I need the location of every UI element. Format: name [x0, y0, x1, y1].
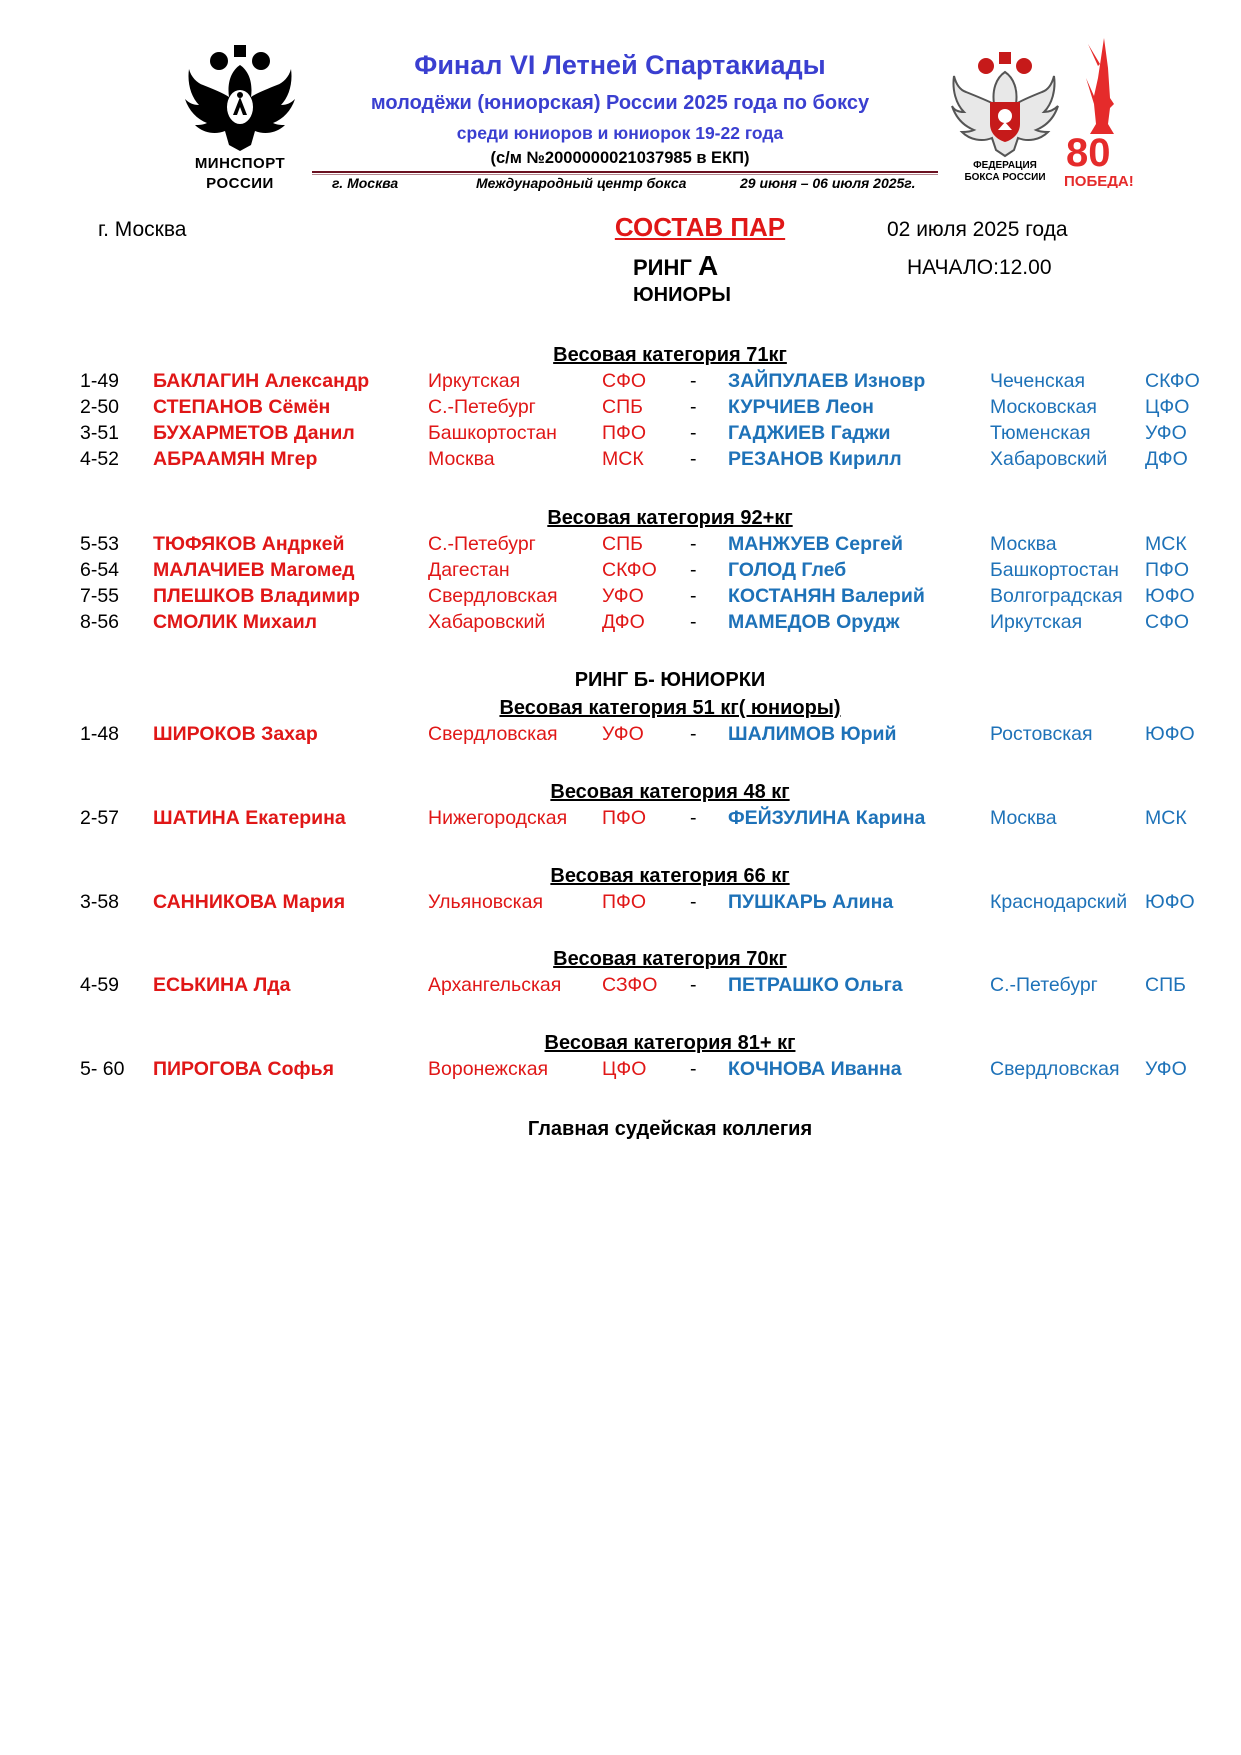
blue-corner-name: МАМЕДОВ Орудж — [728, 611, 900, 633]
red-corner-region: Хабаровский — [428, 611, 546, 633]
vs-dash: - — [690, 974, 697, 996]
bout-row — [0, 1058, 1241, 1084]
red-corner-name: СТЕПАНОВ Сёмён — [153, 396, 331, 418]
header-divider — [312, 171, 938, 173]
start-time: НАЧАЛО:12.00 — [907, 256, 1052, 279]
red-corner-district: СФО — [602, 370, 647, 392]
federation-caption-line2: БОКСА РОССИИ — [964, 172, 1046, 183]
blue-corner-name: ФЕЙЗУЛИНА Карина — [728, 807, 926, 829]
weight-category-title: Весовая категория 66 кг — [550, 865, 790, 887]
blue-corner-district: ПФО — [1145, 559, 1190, 581]
red-corner-name: ПЛЕШКОВ Владимир — [153, 585, 360, 607]
blue-corner-region: Свердловская — [990, 1058, 1120, 1080]
bout-row — [0, 891, 1241, 917]
document-date: 02 июля 2025 года — [887, 218, 1068, 241]
ring-b-title: РИНГ Б- ЮНИОРКИ — [574, 669, 766, 691]
red-corner-region: Башкортостан — [428, 422, 557, 444]
red-corner-district: ДФО — [602, 611, 645, 633]
event-dates: 29 июня – 06 июля 2025г. — [740, 175, 916, 191]
bout-number: 5-53 — [80, 533, 120, 555]
bout-row — [0, 585, 1241, 611]
red-corner-name: АБРААМЯН Мгер — [153, 448, 318, 470]
document-title: СОСТАВ ПАР — [614, 212, 786, 242]
event-ekp-number: (с/м №2000000021037985 в ЕКП) — [490, 149, 750, 167]
red-corner-name: ТЮФЯКОВ Андркей — [153, 533, 345, 555]
blue-corner-region: Башкортостан — [990, 559, 1119, 581]
red-corner-region: Нижегородская — [428, 807, 568, 829]
blue-corner-region: Иркутская — [990, 611, 1083, 633]
blue-corner-district: СКФО — [1145, 370, 1200, 392]
ring-letter: А — [697, 250, 719, 281]
blue-corner-region: Московская — [990, 396, 1097, 418]
ring-word: РИНГ — [633, 255, 692, 280]
red-corner-region: Дагестан — [428, 559, 510, 581]
bout-number: 8-56 — [80, 611, 120, 633]
red-corner-district: ПФО — [602, 807, 647, 829]
minsport-caption-line1: МИНСПОРТ — [194, 155, 286, 172]
red-corner-district: СПБ — [602, 533, 643, 555]
red-corner-region: Иркутская — [428, 370, 521, 392]
red-corner-name: МАЛАЧИЕВ Магомед — [153, 559, 355, 581]
bout-number: 6-54 — [80, 559, 120, 581]
vs-dash: - — [690, 1058, 697, 1080]
vs-dash: - — [690, 533, 697, 555]
bout-number: 1-49 — [80, 370, 120, 392]
weight-category-title: Весовая категория 92+кг — [547, 507, 793, 529]
blue-corner-district: СПБ — [1145, 974, 1186, 996]
blue-corner-region: Москва — [990, 533, 1057, 555]
venue-city: г. Москва — [332, 175, 399, 191]
blue-corner-name: МАНЖУЕВ Сергей — [728, 533, 903, 555]
event-subtitle: молодёжи (юниорская) России 2025 года по боксу — [370, 92, 870, 114]
blue-corner-name: ЗАЙПУЛАЕВ Изновр — [728, 370, 926, 392]
blue-corner-name: ШАЛИМОВ Юрий — [728, 723, 897, 745]
red-corner-name: БУХАРМЕТОВ Данил — [153, 422, 355, 444]
vs-dash: - — [690, 585, 697, 607]
ring-a-label — [633, 250, 718, 282]
vs-dash: - — [690, 559, 697, 581]
victory-number: 80 — [1066, 131, 1111, 175]
vs-dash: - — [690, 448, 697, 470]
blue-corner-district: ЮФО — [1145, 585, 1195, 607]
bout-number: 4-52 — [80, 448, 120, 470]
vs-dash: - — [690, 611, 697, 633]
blue-corner-district: УФО — [1145, 422, 1187, 444]
blue-corner-region: Хабаровский — [990, 448, 1108, 470]
blue-corner-district: ЮФО — [1145, 723, 1195, 745]
red-corner-district: УФО — [602, 723, 644, 745]
blue-corner-name: ПУШКАРЬ Алина — [728, 891, 894, 913]
red-corner-district: УФО — [602, 585, 644, 607]
double-headed-eagle-icon — [183, 45, 297, 151]
bout-row — [0, 448, 1241, 474]
bout-row — [0, 974, 1241, 1000]
vs-dash: - — [690, 807, 697, 829]
judges-footer: Главная судейская коллегия — [527, 1118, 813, 1140]
blue-corner-district: ДФО — [1145, 448, 1188, 470]
weight-category-title: Весовая категория 71кг — [553, 344, 787, 366]
bout-row — [0, 370, 1241, 396]
red-corner-region: Архангельская — [428, 974, 562, 996]
minsport-logo — [175, 45, 305, 195]
red-corner-name: БАКЛАГИН Александр — [153, 370, 370, 392]
blue-corner-region: Краснодарский — [990, 891, 1128, 913]
blue-corner-district: ЦФО — [1145, 396, 1190, 418]
red-corner-district: СЗФО — [602, 974, 658, 996]
red-corner-region: С.-Петебург — [428, 396, 536, 418]
red-corner-region: Москва — [428, 448, 495, 470]
blue-corner-district: СФО — [1145, 611, 1190, 633]
bout-number: 7-55 — [80, 585, 120, 607]
vs-dash: - — [690, 396, 697, 418]
red-corner-name: ШИРОКОВ Захар — [153, 723, 318, 745]
event-participants: среди юниоров и юниорок 19-22 года — [456, 123, 784, 143]
weight-category-title: Весовая категория 51 кг( юниоры) — [499, 697, 841, 719]
venue-name: Международный центр бокса — [476, 175, 687, 191]
victory-80-logo — [1064, 38, 1134, 188]
red-corner-name: ПИРОГОВА Софья — [153, 1058, 334, 1080]
blue-corner-name: КОЧНОВА Иванна — [728, 1058, 902, 1080]
blue-corner-district: МСК — [1145, 533, 1187, 555]
blue-corner-region: Москва — [990, 807, 1057, 829]
bout-number: 4-59 — [80, 974, 120, 996]
blue-corner-region: Тюменская — [990, 422, 1091, 444]
blue-corner-region: С.-Петебург — [990, 974, 1098, 996]
red-corner-name: СМОЛИК Михаил — [153, 611, 318, 633]
vs-dash: - — [690, 370, 697, 392]
red-corner-region: Ульяновская — [428, 891, 544, 913]
red-corner-name: ЕСЬКИНА Лда — [153, 974, 291, 996]
red-corner-district: ПФО — [602, 891, 647, 913]
bout-number: 3-51 — [80, 422, 120, 444]
boxing-federation-logo — [950, 50, 1060, 190]
blue-corner-name: ГАДЖИЕВ Гаджи — [728, 422, 891, 444]
blue-corner-district: МСК — [1145, 807, 1187, 829]
weight-category-title: Весовая категория 70кг — [553, 948, 787, 970]
bout-number: 3-58 — [80, 891, 120, 913]
event-title: Финал VI Летней Спартакиады — [414, 50, 826, 80]
blue-corner-name: РЕЗАНОВ Кирилл — [728, 448, 902, 470]
red-corner-name: ШАТИНА Екатерина — [153, 807, 346, 829]
federation-eagle-icon — [950, 50, 1060, 158]
red-corner-district: ПФО — [602, 422, 647, 444]
blue-corner-district: УФО — [1145, 1058, 1187, 1080]
red-corner-name: САННИКОВА Мария — [153, 891, 346, 913]
bout-row — [0, 422, 1241, 448]
bout-number: 2-50 — [80, 396, 120, 418]
blue-corner-name: КУРЧИЕВ Леон — [728, 396, 874, 418]
blue-corner-district: ЮФО — [1145, 891, 1195, 913]
red-corner-district: СКФО — [602, 559, 657, 581]
victory-word: ПОБЕДА! — [1064, 173, 1134, 188]
minsport-caption-line2: РОССИИ — [206, 175, 274, 192]
red-corner-district: ЦФО — [602, 1058, 647, 1080]
blue-corner-name: ПЕТРАШКО Ольга — [728, 974, 903, 996]
blue-corner-region: Волгоградская — [990, 585, 1123, 607]
bout-row — [0, 611, 1241, 637]
red-corner-region: Свердловская — [428, 723, 558, 745]
blue-corner-region: Ростовская — [990, 723, 1093, 745]
red-corner-region: С.-Петебург — [428, 533, 536, 555]
bout-number: 1-48 — [80, 723, 120, 745]
red-corner-district: МСК — [602, 448, 644, 470]
bout-row — [0, 559, 1241, 585]
red-corner-region: Воронежская — [428, 1058, 549, 1080]
federation-caption-line1: ФЕДЕРАЦИЯ — [973, 160, 1037, 171]
victory-monument-icon — [1064, 38, 1134, 188]
blue-corner-region: Чеченская — [990, 370, 1086, 392]
bout-row — [0, 533, 1241, 559]
blue-corner-name: КОСТАНЯН Валерий — [728, 585, 925, 607]
weight-category-title: Весовая категория 81+ кг — [544, 1032, 796, 1054]
vs-dash: - — [690, 891, 697, 913]
bout-number: 2-57 — [80, 807, 120, 829]
red-corner-region: Свердловская — [428, 585, 558, 607]
weight-category-title: Весовая категория 48 кг — [550, 781, 790, 803]
red-corner-district: СПБ — [602, 396, 643, 418]
bout-row — [0, 723, 1241, 749]
bout-row — [0, 396, 1241, 422]
bout-number: 5- 60 — [80, 1058, 125, 1080]
vs-dash: - — [690, 723, 697, 745]
vs-dash: - — [690, 422, 697, 444]
blue-corner-name: ГОЛОД Глеб — [728, 559, 847, 581]
group-juniors: ЮНИОРЫ — [633, 284, 731, 306]
bout-row — [0, 807, 1241, 833]
document-city: г. Москва — [98, 218, 187, 241]
